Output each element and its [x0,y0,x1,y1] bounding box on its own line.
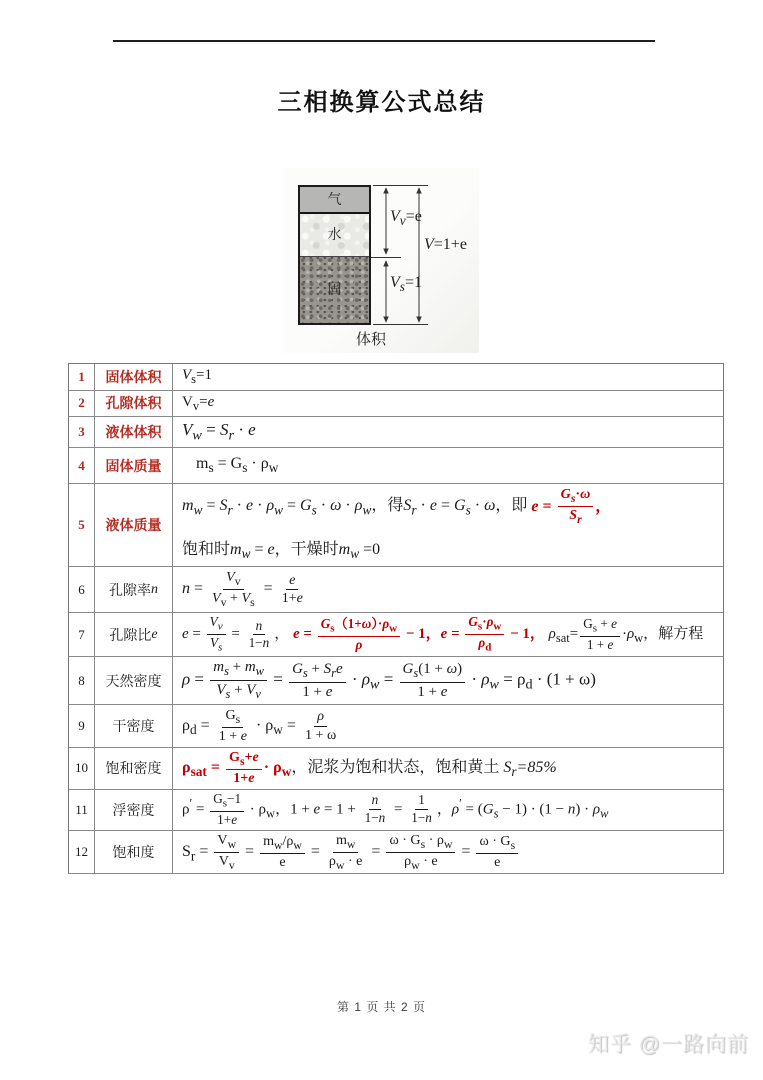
row-number: 11 [69,790,95,830]
row-formula [173,613,723,656]
formula-content: $m_w = S_r \cdot e \cdot \rho_w = G_s \cdot \omega \cdot \rho_w$，得$S_r \cdot e = G_s \cdot \omega$，即 e = $\frac{G_s\cdot\omega}{S_r}$ ， 饱和时$m_w = e$，干燥时$m_w =0$ [182,486,612,562]
row-formula [173,567,723,612]
row-formula [173,831,723,874]
formula-content: n = $\frac{V_v}{V_v + V_s}$ = $\frac{e}{1+e}$ [182,569,303,610]
formula-content: $\rho_d$ = $\frac{G_s}{1 + e}$ · $\rho_w$ = $\frac{\rho}{1 + \omega}$ [182,706,337,744]
row-formula [173,484,723,566]
row-formula [173,417,723,447]
row-formula [173,448,723,483]
table-row [69,391,723,418]
formula-content: ρ = $\frac{m_s + m_w}{V_s + V_v}$ = $\frac{G_s + S_re}{1 + e}$ · $\rho_w$ = $\frac{G_s(1 + \omega)}{1 + e}$ · $\rho_w = \rho_d \cdot (1 + \omega)$ [182,659,596,702]
page-title: 三相换算公式总结 [277,90,486,116]
row-label: 液体体积 [95,417,173,447]
row-formula [173,790,723,830]
row-label: 浮密度 [95,790,173,830]
water-label: 水 [327,226,342,243]
table-row [69,567,723,613]
table-row [69,484,723,567]
table-row [69,448,723,484]
dim-label-v: V=1+e [424,236,467,253]
row-formula [173,657,723,704]
row-label: 饱和度 [95,831,173,874]
row-label: 天然密度 [95,657,173,704]
table-row [69,417,723,448]
row-number: 4 [69,448,95,483]
row-number: 8 [69,657,95,704]
row-number: 2 [69,391,95,417]
table-row [69,831,723,875]
formula-content: $V_w = S_r \cdot e$ [182,420,256,444]
row-formula [173,748,723,789]
row-number: 3 [69,417,95,447]
formula-content: $V_s=1$ [182,367,213,386]
row-label: 固体质量 [95,448,173,483]
table-row [69,790,723,831]
row-number: 12 [69,831,95,874]
row-label: 干密度 [95,705,173,747]
formula-content: $V_v=e$ [182,393,215,413]
table-row [69,613,723,657]
solid-label: 固 [327,281,342,298]
three-phase-diagram [283,168,479,353]
dimension-arrows-icon [283,168,479,353]
row-number: 5 [69,484,95,566]
table-row [69,364,723,391]
formula-content: $m_s = G_s \cdot \rho_w$ [196,455,279,476]
formula-content: ρ′ = $\frac{G_s-1}{1+e}$ · $\rho_w$，1 + e = 1 + $\frac{n}{1-n}$ = $\frac{1}{1-n}$ ，$\rho' = (G_s - 1) \cdot (1 - n) \cdot \rho_w$ [182,790,609,827]
dim-label-vv: $V_v=e$ [390,208,422,229]
row-formula [173,705,723,747]
row-label: 饱和密度 [95,748,173,789]
gas-label: 气 [327,190,342,207]
row-label: 孔隙体积 [95,391,173,417]
row-number: 10 [69,748,95,789]
row-number: 6 [69,567,95,612]
row-formula [173,391,723,417]
watermark: 知乎 @一路向前 [587,1033,749,1056]
row-number: 1 [69,364,95,390]
formula-table [68,363,724,874]
table-row [69,705,723,748]
header-rule [113,40,655,42]
dim-label-vs: $V_s=1$ [390,274,422,295]
table-row [69,748,723,790]
row-label: 液体质量 [95,484,173,566]
row-number: 7 [69,613,95,656]
formula-content: $\rho_{sat}$ = $\frac{G_s+e}{1+e}$ · $\rho_w$，泥浆为饱和状态，饱和黄土 $S_r=85\%$ [182,749,557,787]
row-number: 9 [69,705,95,747]
formula-content: $S_r$ = $\frac{V_w}{V_v}$ = $\frac{m_w/\rho_w}{e}$ = $\frac{m_w}{\rho_w \cdot e}$ = $\frac{\omega \cdot G_s \cdot \rho_w}{\rho_w \cdot e}$ = $\frac{\omega \cdot G_s}{e}$ [182,833,520,872]
table-row [69,657,723,705]
page-number: 第 1 页 共 2 页 [336,1000,427,1014]
row-formula [173,364,723,390]
row-label: 孔隙比 e [95,613,173,656]
row-label: 固体体积 [95,364,173,390]
formula-content: e = $\frac{V_v}{V_s}$ = $\frac{n}{1-n}$ ， e = $\frac{G_s(1+\omega)\cdot\rho_w}{\rho}$ − 1，e = $\frac{G_s\cdot\rho_w}{\rho_d}$ − 1， $\rho_{sat}=$ $\frac{G_s + e}{1 + e}$ $\cdot\rho_w$，解方程 [182,614,704,654]
row-label: 孔隙率 n [95,567,173,612]
diagram-caption: 体积 [355,331,386,348]
